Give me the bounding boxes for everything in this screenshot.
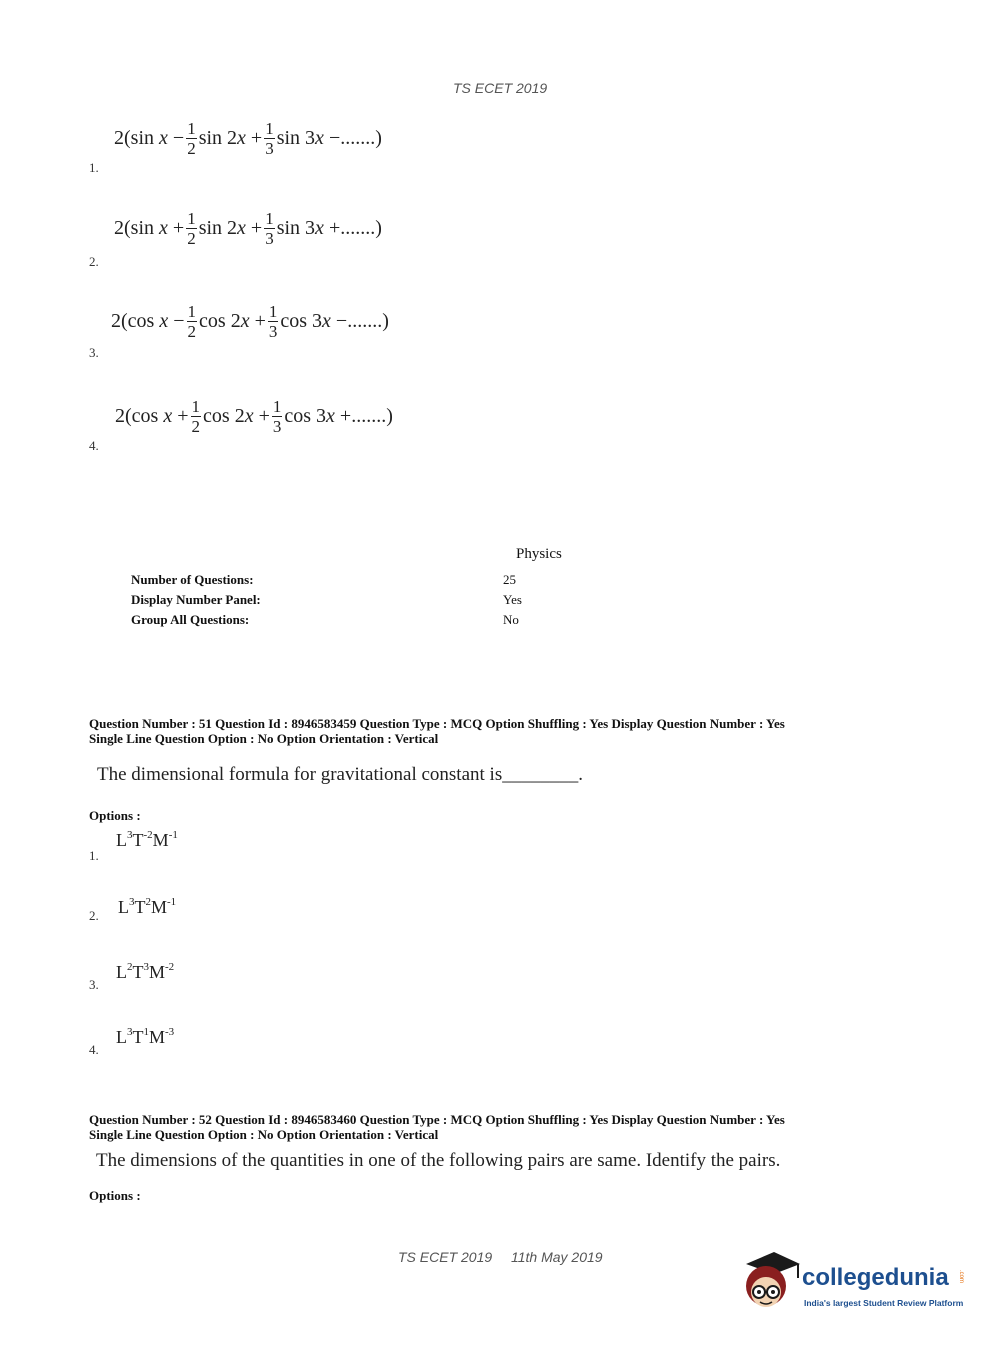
- series-option-2[interactable]: 2( sin x + $\frac{1}{2}$ sin 2 x + $\frac{1}{3}$ sin 3 x + .......): [114, 209, 382, 248]
- question-blank: ________.: [502, 764, 583, 785]
- question-meta-line1: Question Number : 51 Question Id : 8946583459 Question Type : MCQ Option Shuffling : Yes Display Question Number : Yes: [89, 716, 785, 731]
- question-meta-line1: Question Number : 52 Question Id : 8946583460 Question Type : MCQ Option Shuffling : Yes Display Question Number : Yes: [89, 1112, 785, 1127]
- logo-suffix: .com: [958, 1270, 964, 1284]
- info-value-group-all-questions: No: [503, 612, 519, 627]
- option-number: 1.: [89, 848, 99, 863]
- info-value-number-of-questions: 25: [503, 572, 516, 587]
- options-label: Options :: [89, 1188, 141, 1203]
- answer-option-3[interactable]: $L^2T^3M^{-2}$: [116, 961, 175, 982]
- collegedunia-logo[interactable]: [740, 1248, 970, 1320]
- info-label-group-all-questions: Group All Questions:: [131, 612, 250, 627]
- footer-exam: TS ECET 2019: [398, 1249, 493, 1265]
- info-label-display-number-panel: Display Number Panel:: [131, 592, 261, 607]
- question-meta-line2: Single Line Question Option : No Option Orientation : Vertical: [89, 1127, 439, 1142]
- option-number: 2.: [89, 254, 99, 269]
- logo-tagline: India's largest Student Review Platform: [804, 1298, 964, 1308]
- logo-wordmark: collegedunia: [802, 1264, 949, 1291]
- answer-option-1[interactable]: $L^3T^{-2}M^{-1}$: [116, 829, 178, 850]
- section-title: Physics: [516, 546, 562, 562]
- question-text: [97, 764, 583, 786]
- series-option-3[interactable]: 2( cos x − $\frac{1}{2}$ cos 2 x + $\frac{1}{3}$ cos 3 x − .......): [111, 302, 389, 341]
- answer-option-4[interactable]: $L^3T^1M^{-3}$: [116, 1026, 175, 1047]
- option-number: 3.: [89, 345, 99, 360]
- series-option-4[interactable]: 2( cos x + $\frac{1}{2}$ cos 2 x + $\frac{1}{3}$ cos 3 x + .......): [115, 397, 393, 436]
- info-value-display-number-panel: Yes: [503, 592, 522, 607]
- page-header-title: TS ECET 2019: [453, 80, 548, 96]
- question-text: The dimensions of the quantities in one of the following pairs are same. Identify the pairs.: [96, 1150, 781, 1171]
- answer-option-2[interactable]: $L^3T^2M^{-1}$: [118, 896, 177, 917]
- info-label-number-of-questions: Number of Questions:: [131, 572, 254, 587]
- option-number: 4.: [89, 438, 99, 453]
- series-option-1[interactable]: 2( sin x − $\frac{1}{2}$ sin 2 x + $\frac{1}{3}$ sin 3 x − .......): [114, 119, 382, 158]
- question-meta-line2: Single Line Question Option : No Option Orientation : Vertical: [89, 731, 439, 746]
- mascot-icon: [740, 1248, 802, 1318]
- option-number: 4.: [89, 1042, 99, 1057]
- option-number: 3.: [89, 977, 99, 992]
- question-text-body: The dimensional formula for gravitational constant is: [97, 764, 503, 785]
- option-number: 2.: [89, 908, 99, 923]
- footer-date: 11th May 2019: [511, 1249, 603, 1265]
- options-label: Options :: [89, 808, 141, 823]
- option-number: 1.: [89, 160, 99, 175]
